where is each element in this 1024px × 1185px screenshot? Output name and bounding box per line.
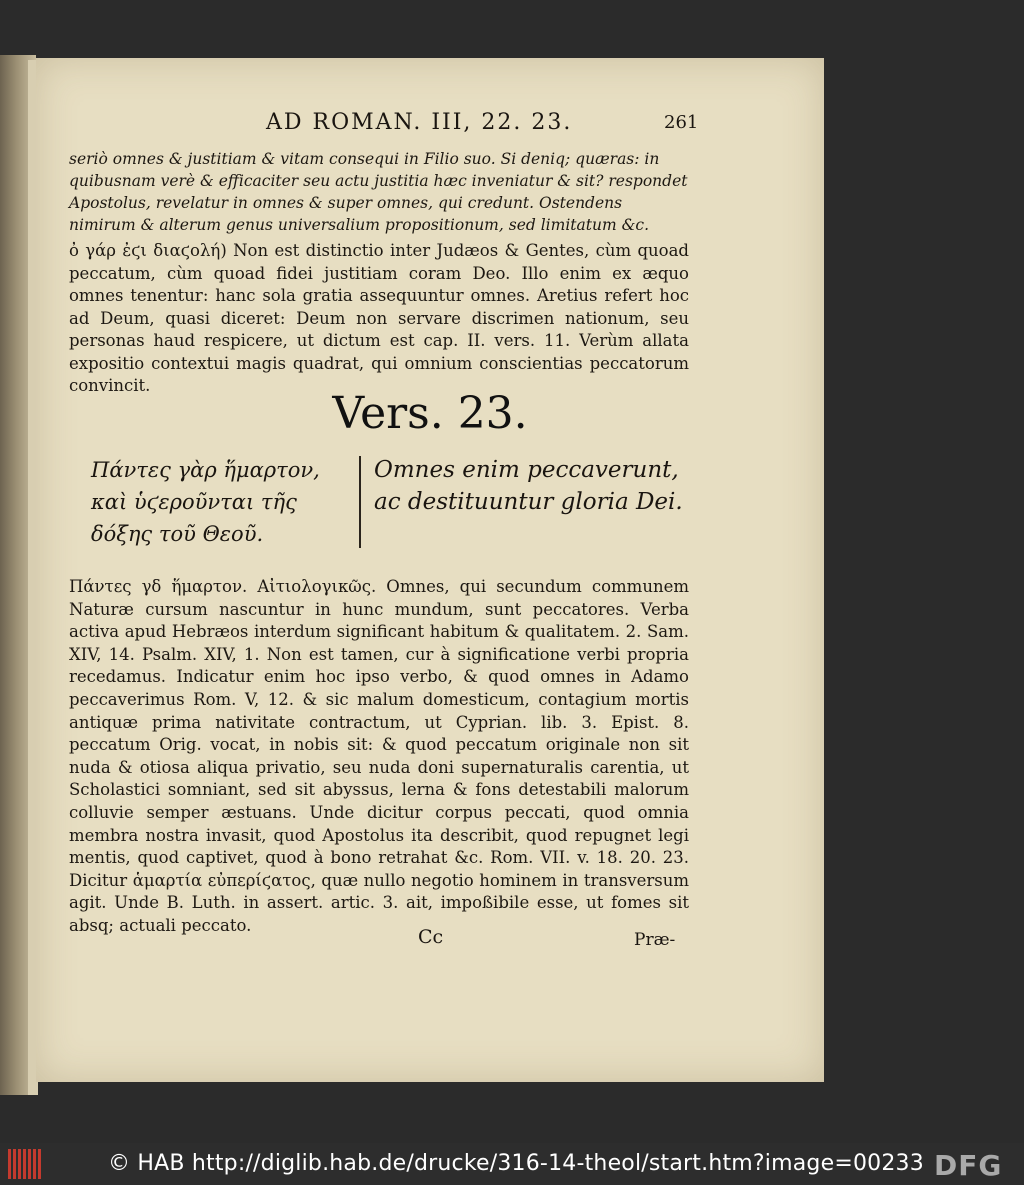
column-divider [359, 456, 361, 548]
paragraph-intro: seriò omnes & justitiam & vitam consequi in Filio suo. Si deniq; quæras: in quibusnam verè & efficaciter seu actu justitia hæc inveniatur & sit? respondet Apostolus, revelatur in omnes & super omnes, qui credunt. Ostendens nimirum & alterum genus universalium propositionum, sed limitatum &c. [69, 150, 688, 234]
paragraph-commentary: Πάντες γδ ἥμαρτον. Αἰτιολογικῶς. Omnes, qui secundum communem Naturæ cursum nascuntur in hunc mundum, sunt peccatores. Verba activa apud Hebræos interdum significant habitum & qualitatem. 2. Sam. XIV, 14. Psalm. XIV, 1. Non est tamen, cur à significatione verbi propria recedamus. Indicatur enim hoc ipso verbo, & quod omnes in Adamo peccaverimus Rom. V, 12. & sic malum domesticum, contagium mortis antiquæ prima nativitate contractum, ut Cyprian. lib. 3. Epist. 8. peccatum Orig. vocat, in nobis sit: & quod peccatum originale non sit nuda & otiosa aliqua privatio, seu nuda doni supernaturalis carentia, ut Scholastici somniant, sed sit abyssus, lerna & fons detestabili malorum colluvie semper æstuans. Unde dicitur corpus peccati, quod omnia membra nostra invasit, quod Apostolus ita describit, quod repugnet legi mentis, quod captivet, quod à bono retrahat &c. Rom. VII. v. 18. 20. 23. Dicitur ἁμαρτία εὐπερίϛατος, quæ nullo negotio hominem in transversum agit. Unde B. Luth. in assert. artic. 3. ait, impoßibile esse, ut fomes sit absq; actuali peccato. [69, 577, 689, 935]
viewer-footer [0, 1143, 1024, 1185]
footer-credit-link[interactable]: © HAB http://diglib.hab.de/drucke/316-14-theol/start.htm?image=00233 [108, 1151, 924, 1176]
latin-verse-text: Omnes enim peccaverunt, ac destituuntur gloria Dei. [374, 457, 683, 515]
greek-verse-text: Πάντες γὰρ ἥμαρτον, καὶ ὑϛεροῦνται τῆς δόξης τοῦ Θεοῦ. [91, 458, 320, 546]
page-number: 261 [664, 112, 699, 133]
page-header [36, 110, 824, 140]
running-title: AD ROMAN. III, 22. 23. [266, 110, 573, 135]
catchword: Præ- [634, 930, 676, 950]
book-page [36, 58, 824, 1082]
verse-heading: Vers. 23. [332, 388, 528, 439]
hab-logo-icon [8, 1149, 48, 1179]
signature-mark: Cc [418, 926, 444, 948]
paragraph-distinction: ὀ γάρ ἐϛι διαϛολή) Non est distinctio inter Judæos & Gentes, cùm quoad peccatum, cùm quoad fidei justitiam coram Deo. Illo enim ex æquo omnes tenentur: hanc sola gratia assequuntur omnes. Aretius refert hoc ad Deum, quasi diceret: Deum non servare discrimen nationum, seu personas haud respicere, ut dictum est cap. II. vers. 11. Verùm allata expositio contextui magis quadrat, qui omnium conscientias peccatorum convincit. [69, 241, 689, 395]
dfg-logo: DFG [934, 1149, 1003, 1182]
